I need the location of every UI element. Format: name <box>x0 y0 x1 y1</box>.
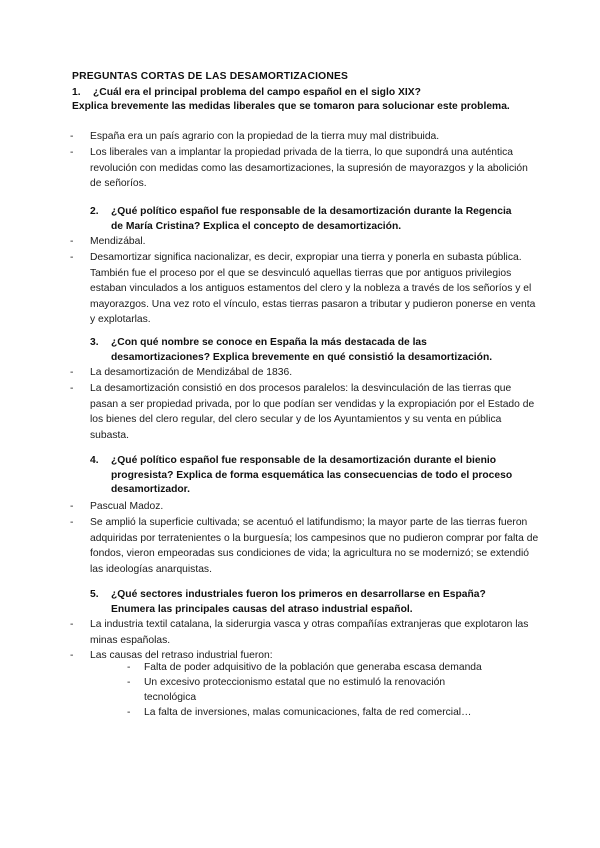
answer-text: Mendizábal. <box>90 236 146 247</box>
question-text: ¿Con qué nombre se conoce en España la más destacada de las desamortizaciones? Explica brevemente en qué consistió la desamortización. <box>111 337 493 363</box>
question-5 <box>90 588 531 617</box>
sub-answer-text: La falta de inversiones, malas comunicaciones, falta de red comercial… <box>144 707 472 718</box>
question-number: 4. <box>90 455 99 466</box>
answer-text: La desamortización consistió en dos procesos paralelos: la desvinculación de las tierras que pasan a ser propiedad privada, por lo que podían ser vendidas y la expropiación por el Estado de los bienes del clero regular, del clero secular y de los Ayuntamientos y su venta en pública subasta. <box>90 383 535 441</box>
answer-item: - Desamortizar significa nacionalizar, es decir, expropiar una tierra y ponerla en subasta pública. También fue el proceso por el que se desvinculó aquellas tierras que por antiguos privilegios estaban vinculados a los antiguos estamentos del clero y la nobleza a través de los señoríos y el mayorazgos. Una vez roto el vínculo, estas tierras pasaron a tributar y pudieron ponerse en venta y explotarlas. <box>70 252 536 326</box>
sub-answer-item: - Un excesivo proteccionismo estatal que no estimuló la renovación tecnológica <box>127 677 446 703</box>
question-3 <box>90 336 516 365</box>
question-text: ¿Cuál era el principal problema del campo español en el siglo XIX? <box>93 87 421 98</box>
question-text: ¿Qué político español fue responsable de la desamortización durante el bienio progresista? Explica de forma esquemática las consecuencias de todo el proceso desamortizador. <box>111 455 513 496</box>
answer-item: - Mendizábal. <box>70 236 146 247</box>
question-1-continued <box>72 100 512 115</box>
answer-text: Los liberales van a implantar la propiedad privada de la tierra, lo que supondrá una auténtica revolución con medidas como las desamortizaciones, la supresión de mayorazgos y la abolición de señoríos. <box>90 147 528 190</box>
question-text: ¿Qué político español fue responsable de la desamortización durante la Regencia de María Cristina? Explica el concepto de desamortización. <box>111 206 512 232</box>
question-number: 3. <box>90 337 99 348</box>
answer-item: - Las causas del retraso industrial fueron: <box>70 650 273 661</box>
answer-item: - Los liberales van a implantar la propiedad privada de la tierra, lo que supondrá una auténtica revolución con medidas como las desamortizaciones, la supresión de mayorazgos y la abolición de señoríos. <box>70 147 528 190</box>
answer-item: - España era un país agrario con la propiedad de la tierra muy mal distribuida. <box>70 131 440 142</box>
answer-item: - Se amplió la superficie cultivada; se acentuó el latifundismo; la mayor parte de las tierras fueron adquiridas por terratenientes o la burguesía; los campesinos que no pudieron comprar por falta de fondos, vieron empeoradas sus condiciones de vida; la agricultura no se modernizó; se extendió las ideologías anarquistas. <box>70 517 539 575</box>
answer-text: Se amplió la superficie cultivada; se acentuó el latifundismo; la mayor parte de las tierras fueron adquiridas por terratenientes o la burguesía; los campesinos que no pudieron comprar por falta de fondos, vieron empeoradas sus condiciones de vida; la agricultura no se modernizó; se extendió las ideologías anarquistas. <box>90 517 539 575</box>
question-1 <box>72 86 513 101</box>
sub-answer-item: - La falta de inversiones, malas comunicaciones, falta de red comercial… <box>127 707 472 718</box>
question-text: ¿Qué sectores industriales fueron los primeros en desarrollarse en España? Enumera las principales causas del atraso industrial español. <box>111 589 486 615</box>
answer-item: - Pascual Madoz. <box>70 501 164 512</box>
answer-text: La desamortización de Mendizábal de 1836. <box>90 367 293 378</box>
sub-answer-text: Un excesivo proteccionismo estatal que no estimuló la renovación tecnológica <box>144 677 446 703</box>
question-number: 2. <box>90 206 99 217</box>
answer-text: Pascual Madoz. <box>90 501 164 512</box>
answer-text: Desamortizar significa nacionalizar, es decir, expropiar una tierra y ponerla en subasta pública. También fue el proceso por el que se desvinculó aquellas tierras que por antiguos privilegios estaban vinculados a los antiguos estamentos del clero y la nobleza a través de los señoríos y el mayorazgos. Una vez roto el vínculo, estas tierras pasaron a tributar y pudieron ponerse en venta y explotarlas. <box>90 252 536 326</box>
question-number: 1. <box>72 87 81 98</box>
answer-item: - La desamortización de Mendizábal de 1836. <box>70 367 293 378</box>
question-4 <box>90 454 526 498</box>
answer-item: - La industria textil catalana, la siderurgia vasca y otras compañías extranjeras que explotaron las minas españolas. <box>70 619 529 646</box>
question-text: Explica brevemente las medidas liberales que se tomaron para solucionar este problema. <box>72 101 510 112</box>
answer-text: Las causas del retraso industrial fueron: <box>90 650 273 661</box>
sub-answer-item: - Falta de poder adquisitivo de la población que generaba escasa demanda <box>127 662 482 673</box>
answer-item: - La desamortización consistió en dos procesos paralelos: la desvinculación de las tierras que pasan a ser propiedad privada, por lo que podían ser vendidas y la expropiación por el Estado de los bienes del clero regular, del clero secular y de los Ayuntamientos y su venta en pública subasta. <box>70 383 535 441</box>
document-title: PREGUNTAS CORTAS DE LAS DESAMORTIZACIONES <box>72 71 349 82</box>
question-number: 5. <box>90 589 99 600</box>
sub-answer-text: Falta de poder adquisitivo de la población que generaba escasa demanda <box>144 662 482 673</box>
question-2 <box>90 205 523 234</box>
answer-text: La industria textil catalana, la siderurgia vasca y otras compañías extranjeras que explotaron las minas españolas. <box>90 619 529 646</box>
answer-text: España era un país agrario con la propiedad de la tierra muy mal distribuida. <box>90 131 440 142</box>
